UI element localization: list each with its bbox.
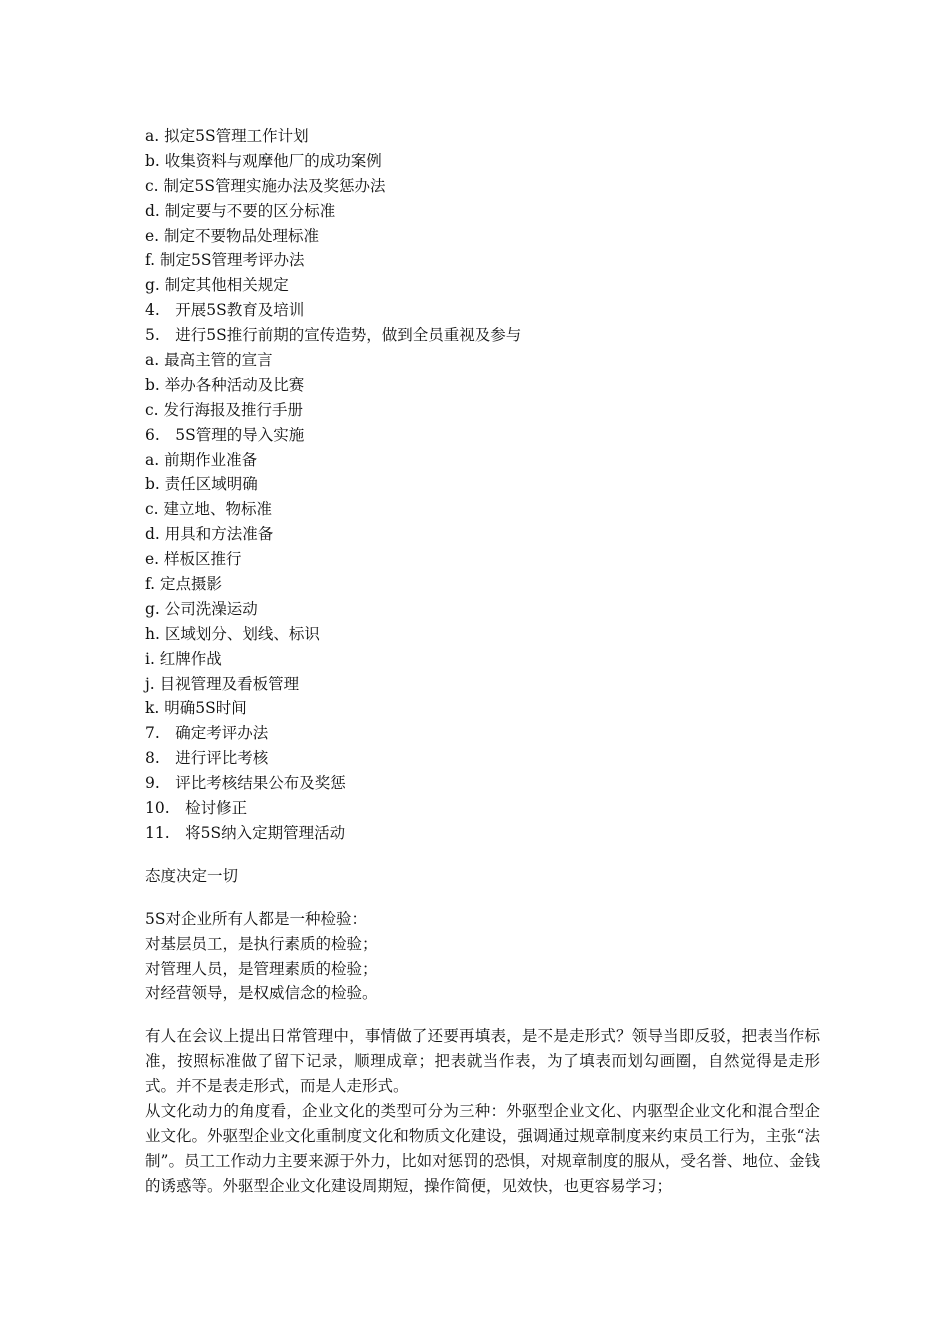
document-body	[145, 124, 825, 1199]
list-item: 7. 确定考评办法	[145, 724, 269, 743]
spacer	[145, 889, 825, 907]
list-item: c. 建立地、物标准	[145, 500, 273, 519]
list-item: g. 公司洗澡运动	[145, 599, 258, 618]
list-item: 5. 进行5S推行前期的宣传造势，做到全员重视及参与	[145, 326, 522, 345]
list-item: 对经营领导，是权威信念的检验。	[145, 984, 378, 1003]
spacer	[145, 846, 825, 864]
list-item: 5S对企业所有人都是一种检验：	[145, 909, 367, 928]
paragraph: 有人在会议上提出日常管理中，事情做了还要再填表，是不是走形式？领导当即反驳，把表当作标准，按照标准做了留下记录，顺理成章；把表就当作表，为了填表而划勾画圈，自然觉得是走形式。并不是表走形式，而是人走形式。	[145, 1027, 820, 1096]
list-item: 对基层员工，是执行素质的检验；	[145, 934, 378, 953]
section-heading: 态度决定一切	[145, 866, 239, 885]
list-item: e. 样板区推行	[145, 550, 242, 569]
list-item: b. 收集资料与观摩他厂的成功案例	[145, 151, 382, 170]
list-item: 11. 将5S纳入定期管理活动	[145, 823, 346, 842]
list-item: k. 明确5S时间	[145, 699, 247, 718]
list-item: f. 定点摄影	[145, 575, 223, 594]
list-item: 9. 评比考核结果公布及奖惩	[145, 774, 346, 793]
steps-list	[145, 124, 825, 846]
list-item: f. 制定5S管理考评办法	[145, 251, 305, 270]
list-item: j. 目视管理及看板管理	[145, 674, 300, 693]
list-item: 6. 5S管理的导入实施	[145, 425, 305, 444]
list-item: a. 前期作业准备	[145, 450, 258, 469]
list-item: a. 最高主管的宣言	[145, 351, 273, 370]
list-item: c. 制定5S管理实施办法及奖惩办法	[145, 176, 386, 195]
list-item: 8. 进行评比考核	[145, 749, 269, 768]
list-item: h. 区域划分、划线、标识	[145, 624, 320, 643]
list-item: 10. 检讨修正	[145, 799, 248, 818]
list-item: 对管理人员，是管理素质的检验；	[145, 959, 378, 978]
list-item: b. 责任区域明确	[145, 475, 258, 494]
list-item: c. 发行海报及推行手册	[145, 400, 304, 419]
paragraph: 从文化动力的角度看，企业文化的类型可分为三种：外驱型企业文化、内驱型企业文化和混合型企业文化。外驱型企业文化重制度文化和物质文化建设，强调通过规章制度来约束员工行为，主张“法制”。员工工作动力主要来源于外力，比如对惩罚的恐惧，对规章制度的服从，受名誉、地位、金钱的诱惑等。外驱型企业文化建设周期短，操作简便，见效快，也更容易学习；	[145, 1102, 820, 1195]
list-item: b. 举办各种活动及比赛	[145, 375, 305, 394]
list-item: 4. 开展5S教育及培训	[145, 301, 305, 320]
list-item: i. 红牌作战	[145, 649, 222, 668]
list-item: a. 拟定5S管理工作计划	[145, 127, 309, 145]
list-item: d. 用具和方法准备	[145, 525, 274, 544]
test-list	[145, 907, 825, 1007]
list-item: g. 制定其他相关规定	[145, 276, 289, 295]
list-item: e. 制定不要物品处理标准	[145, 226, 320, 245]
list-item: d. 制定要与不要的区分标准	[145, 201, 336, 220]
spacer	[145, 1006, 825, 1024]
